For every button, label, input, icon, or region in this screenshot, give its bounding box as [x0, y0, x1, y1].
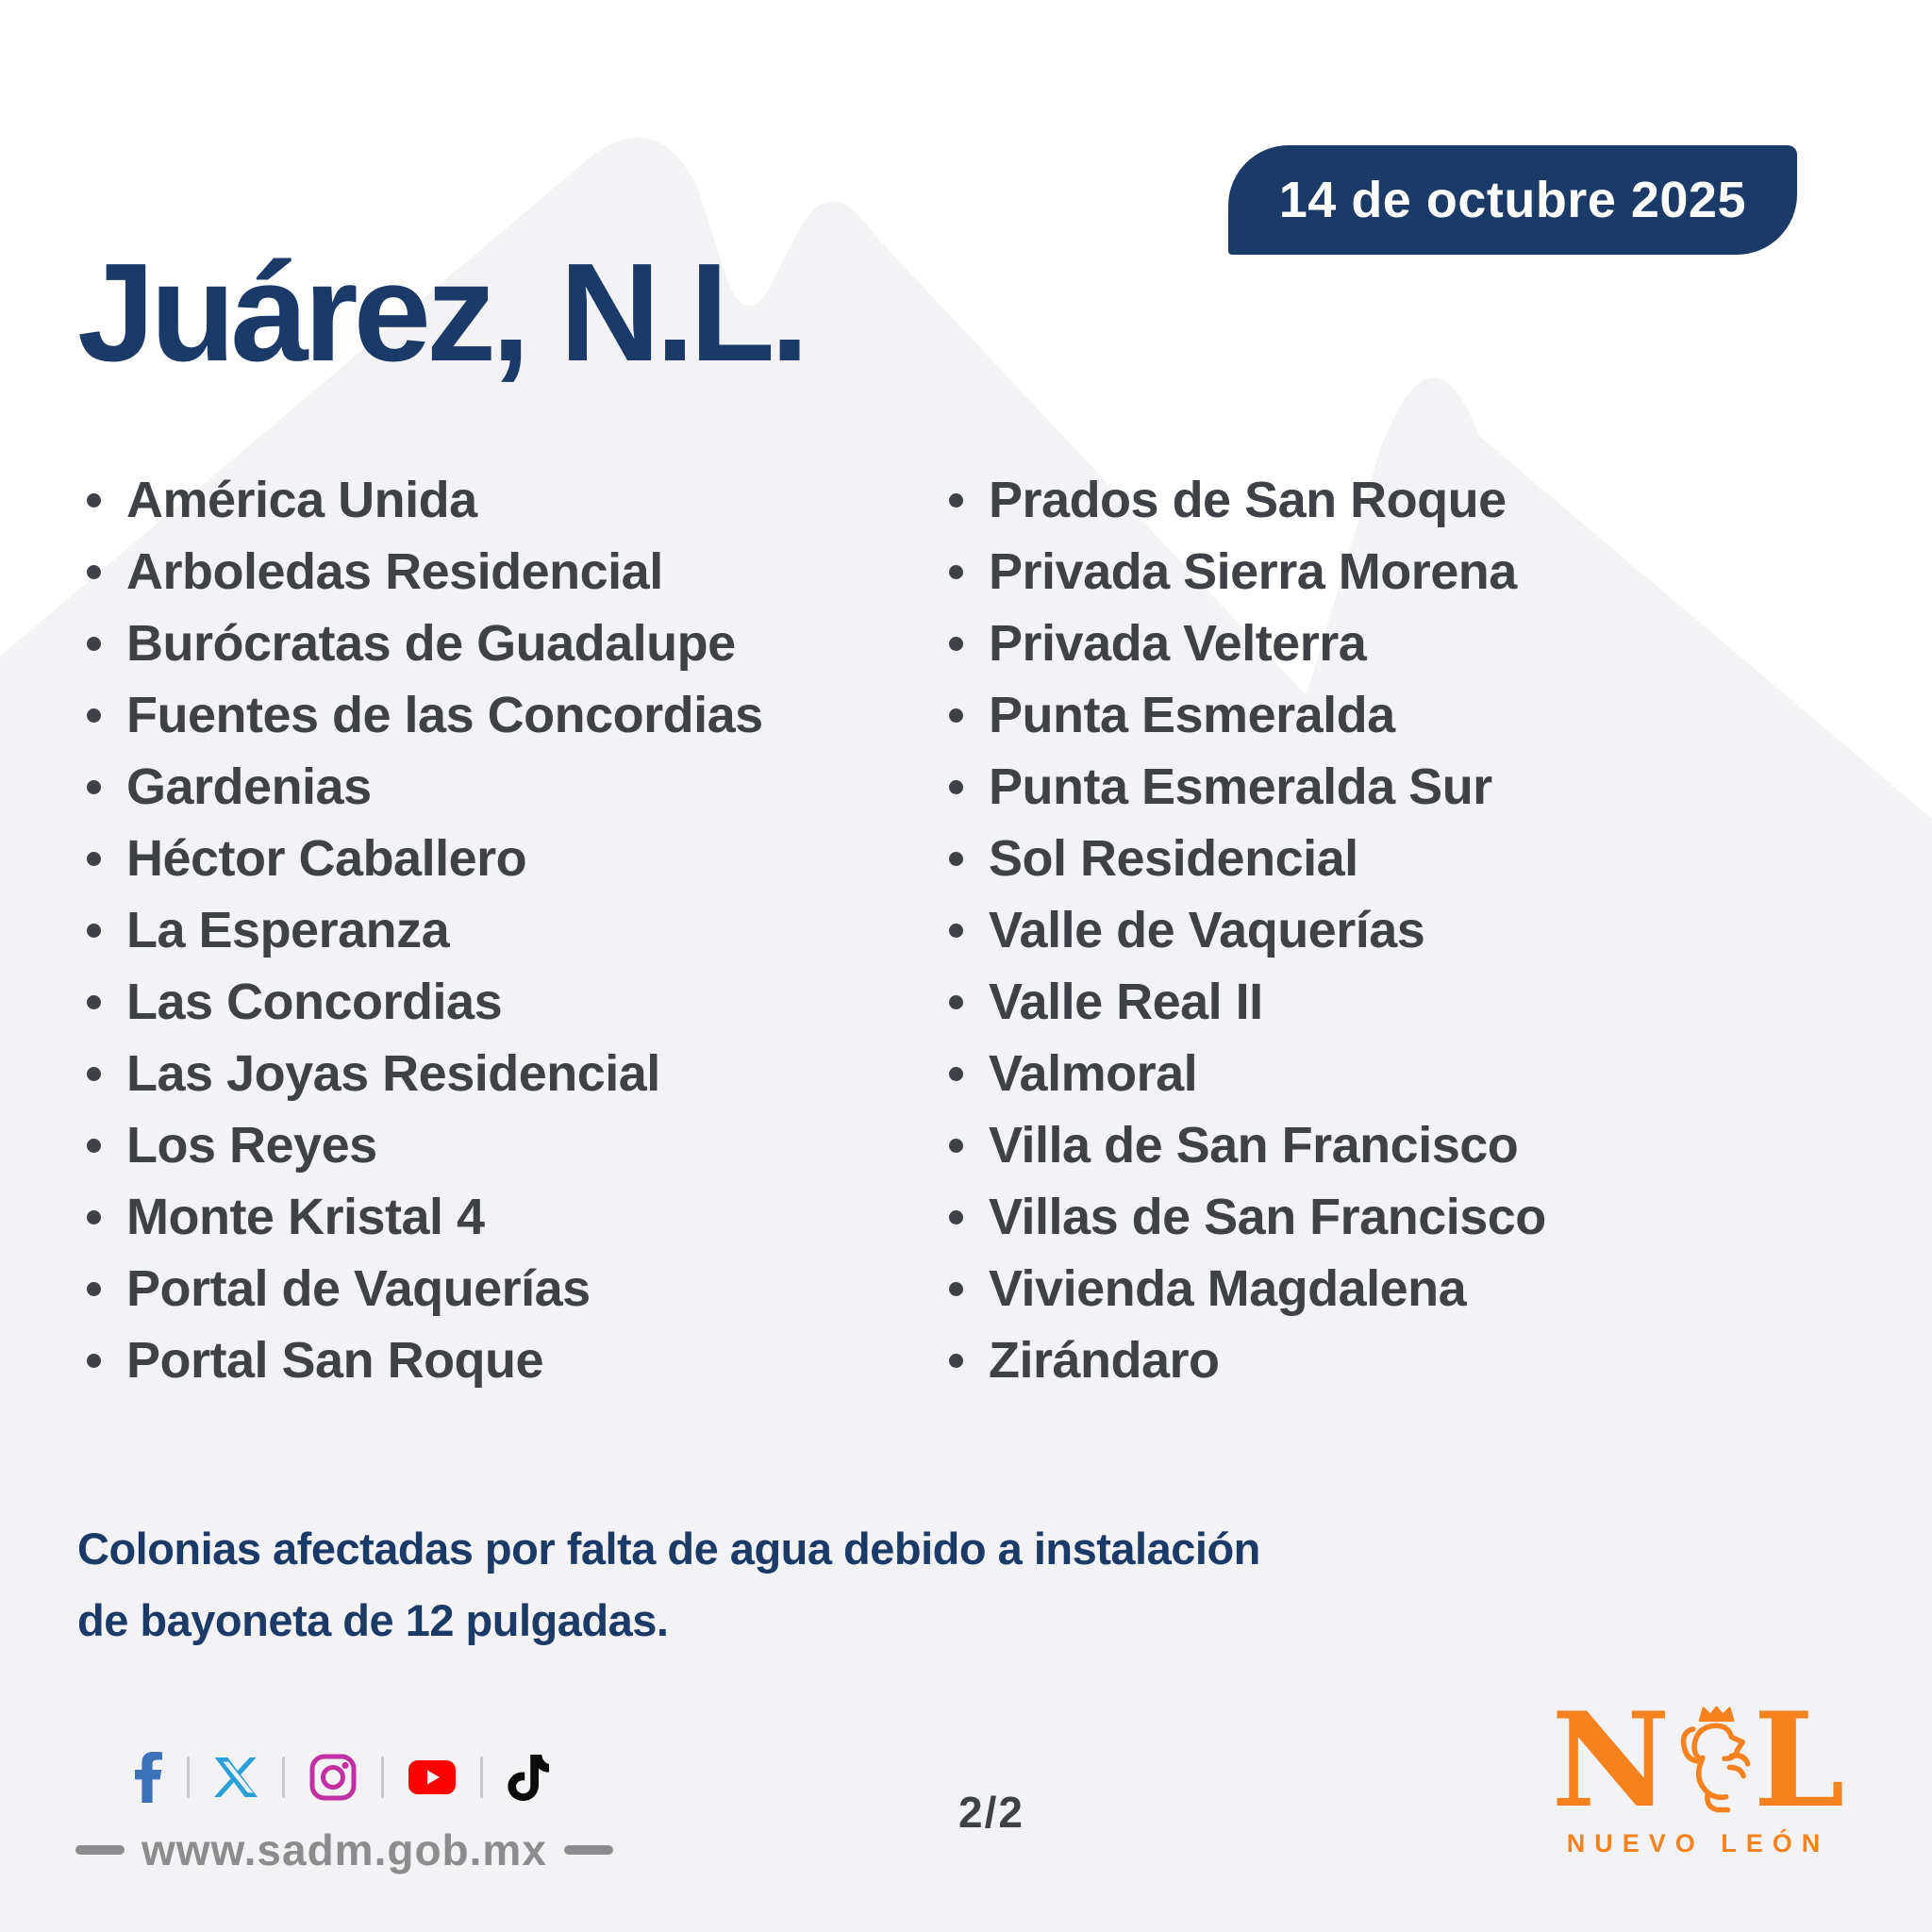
- date-badge: 14 de octubre 2025: [1228, 145, 1797, 255]
- nl-logo-mark: [1547, 1683, 1849, 1837]
- list-item: Valmoral: [989, 1038, 1546, 1109]
- icon-divider: [282, 1757, 285, 1798]
- social-icons-row: [134, 1751, 549, 1804]
- website-url[interactable]: www.sadm.gob.mx: [142, 1825, 547, 1874]
- website-link[interactable]: [75, 1824, 613, 1875]
- list-item: Las Concordias: [126, 966, 763, 1038]
- dash-decoration: [564, 1845, 613, 1855]
- list-item: Burócratas de Guadalupe: [126, 608, 763, 679]
- list-item: Portal San Roque: [126, 1324, 763, 1396]
- list-item: Villa de San Francisco: [989, 1109, 1546, 1181]
- list-item: Vivienda Magdalena: [989, 1253, 1546, 1324]
- logo-letter-n: N: [1551, 1683, 1671, 1837]
- list-item: Monte Kristal 4: [126, 1181, 763, 1253]
- logo-letter-l: L: [1753, 1683, 1845, 1837]
- facebook-icon[interactable]: [134, 1752, 162, 1803]
- list-item: Arboledas Residencial: [126, 536, 763, 608]
- list-item: Privada Velterra: [989, 608, 1546, 679]
- tiktok-icon[interactable]: [508, 1754, 549, 1801]
- page-indicator: 2/2: [958, 1788, 1024, 1837]
- list-item: La Esperanza: [126, 894, 763, 966]
- lion-crown-icon: [1669, 1704, 1756, 1824]
- list-item: Punta Esmeralda Sur: [989, 751, 1546, 823]
- list-item: Héctor Caballero: [126, 823, 763, 894]
- list-item: Villas de San Francisco: [989, 1181, 1546, 1253]
- list-item: Valle de Vaquerías: [989, 894, 1546, 966]
- x-twitter-icon[interactable]: [214, 1757, 258, 1797]
- list-item: Sol Residencial: [989, 823, 1546, 894]
- logo-caption: NUEVO LEÓN: [1566, 1829, 1830, 1857]
- note-line: de bayoneta de 12 pulgadas.: [77, 1595, 669, 1645]
- list-item: Valle Real II: [989, 966, 1546, 1038]
- list-item: Portal de Vaquerías: [126, 1253, 763, 1324]
- colonias-list-right: [989, 464, 1546, 1396]
- list-item: Los Reyes: [126, 1109, 763, 1181]
- affected-colonias-note: [77, 1513, 1260, 1657]
- dash-decoration: [75, 1845, 125, 1855]
- instagram-icon[interactable]: [309, 1754, 357, 1801]
- icon-divider: [187, 1757, 190, 1798]
- list-item: Zirándaro: [989, 1324, 1546, 1396]
- list-item: Fuentes de las Concordias: [126, 679, 763, 751]
- icon-divider: [480, 1757, 483, 1798]
- list-item: Punta Esmeralda: [989, 679, 1546, 751]
- icon-divider: [381, 1757, 384, 1798]
- list-item: Privada Sierra Morena: [989, 536, 1546, 608]
- colonias-list-left: [126, 464, 763, 1396]
- page-title: Juárez, N.L.: [77, 235, 805, 391]
- list-item: América Unida: [126, 464, 763, 536]
- nuevo-leon-logo: [1547, 1683, 1849, 1858]
- note-line: Colonias afectadas por falta de agua debido a instalación: [77, 1524, 1260, 1574]
- list-item: Las Joyas Residencial: [126, 1038, 763, 1109]
- youtube-icon[interactable]: [408, 1760, 456, 1794]
- list-item: Prados de San Roque: [989, 464, 1546, 536]
- list-item: Gardenias: [126, 751, 763, 823]
